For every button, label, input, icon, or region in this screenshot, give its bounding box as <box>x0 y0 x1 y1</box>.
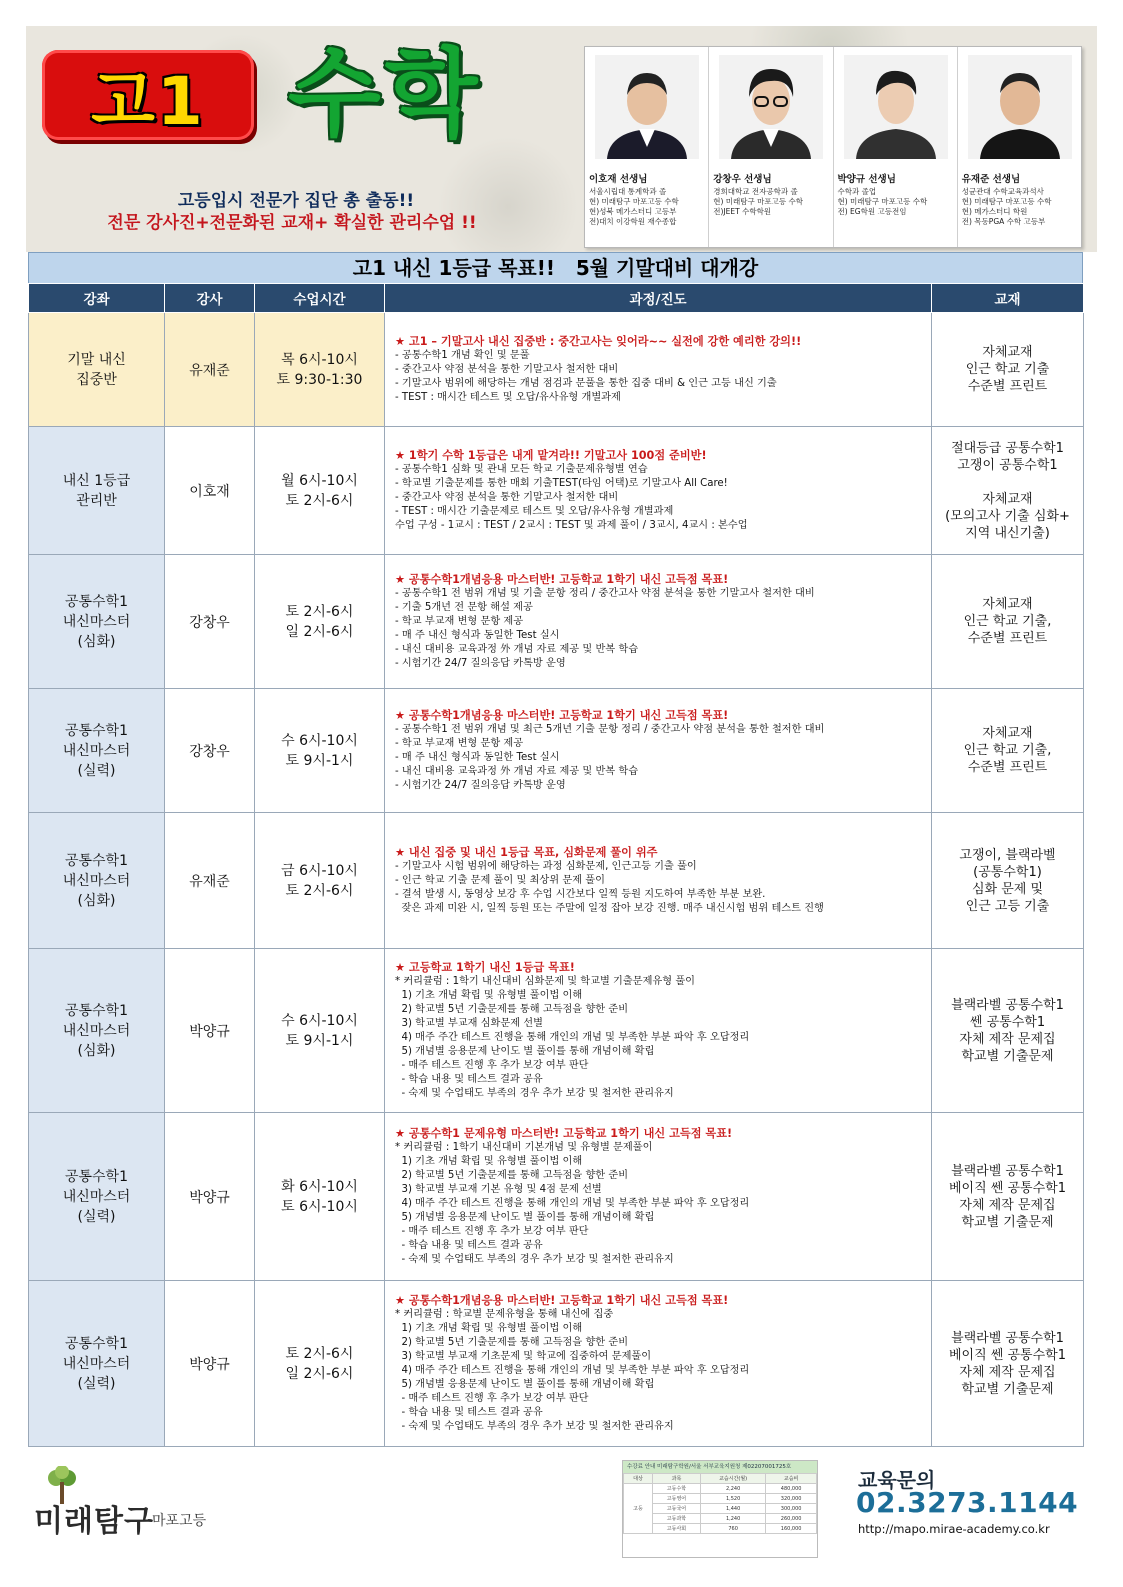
curriculum-line: - 결석 발생 시, 동영상 보강 후 수업 시간보다 일찍 등원 지도하여 부족한 부분 보완. <box>395 889 766 900</box>
course-name-cell: 공통수학1 내신마스터 (실력) <box>29 1281 165 1447</box>
course-name-cell: 공통수학1 내신마스터 (실력) <box>29 689 165 813</box>
teacher-career: 서울시립대 통계학과 졸 현) 미래탐구 마포고등 수학 현)성북 메가스터디 고등부 전)대치 이강학원 재수종합 <box>589 187 679 226</box>
fee-cell: 고등영어 <box>652 1494 700 1504</box>
curriculum-cell <box>385 555 932 689</box>
curriculum-title: ★ 고1 – 기말고사 내신 집중반 : 중간고사는 잊어라~~ 실전에 강한 예리한 강의!! <box>395 335 802 348</box>
curriculum-line: - 매주 테스트 진행 후 추가 보강 여부 판단 <box>395 1393 589 1404</box>
curriculum-cell <box>385 313 932 427</box>
table-row <box>29 689 1084 813</box>
curriculum-line: - 매주 테스트 진행 후 추가 보강 여부 판단 <box>395 1226 589 1237</box>
textbook-cell: 블랙라벨 공통수학1 베이직 쎈 공통수학1 자체 제작 문제집 학교별 기출문제 <box>932 1113 1084 1281</box>
curriculum-line: - 숙제 및 수업태도 부족의 경우 추가 보강 및 철저한 관리유지 <box>395 1088 674 1099</box>
fee-row <box>624 1514 817 1524</box>
curriculum-line: - 중간고사 약점 분석을 통한 기말고사 철저한 대비 <box>395 492 619 503</box>
fee-cell: 320,000 <box>766 1494 817 1504</box>
course-name-cell: 기말 내신 집중반 <box>29 313 165 427</box>
curriculum-line: - 공통수학1 전 범위 개념 및 최근 5개년 기출 문항 정리 / 중간고사 약점 분석을 통한 철저한 대비 <box>395 724 825 735</box>
curriculum-line: 1) 기초 개념 확립 및 유형별 풀이법 이해 <box>395 1323 583 1334</box>
curriculum-line: - 내신 대비용 교육과정 外 개념 자료 제공 및 반복 학습 <box>395 766 639 777</box>
teacher-cell: 박양규 <box>165 1281 255 1447</box>
fee-cell: 고등국어 <box>652 1504 700 1514</box>
teacher-career: 성균관대 수학교육과석사 현) 미래탐구 마포고등 수학 현) 메가스터디 학원 전) 목동PGA 수학 고등부 <box>961 187 1052 226</box>
class-time-cell: 목 6시-10시 토 9:30-1:30 <box>255 313 385 427</box>
curriculum-line: 3) 학교별 부교재 심화문제 선별 <box>395 1018 543 1029</box>
fee-cell: 1,440 <box>700 1504 765 1514</box>
textbook-cell: 절대등급 공통수학1 고쟁이 공통수학1 자체교재 (모의고사 기출 심화+ 지역 내신기출) <box>932 427 1084 555</box>
curriculum-line: 2) 학교별 5년 기출문제를 통해 고득점을 향한 준비 <box>395 1170 629 1181</box>
fee-cell: 고등수학 <box>652 1484 700 1494</box>
grade-label: 고1 <box>91 62 205 140</box>
fee-row <box>624 1494 817 1504</box>
curriculum-line: - 공통수학1 개념 확인 및 문풀 <box>395 350 530 361</box>
teacher-name: 이호재 선생님 <box>589 174 648 185</box>
contact-phone[interactable]: 02.3273.1144 <box>856 1486 1079 1519</box>
course-name-cell: 공통수학1 내신마스터 (심화) <box>29 813 165 949</box>
teacher-cell: 유재준 <box>165 313 255 427</box>
textbook-cell: 고쟁이, 블랙라벨 (공통수학1) 심화 문제 및 인근 고등 기출 <box>932 813 1084 949</box>
class-time-cell: 월 6시-10시 토 2시-6시 <box>255 427 385 555</box>
teacher-cell: 박양규 <box>165 1113 255 1281</box>
teacher-name: 강창우 선생님 <box>713 174 772 185</box>
class-time-cell: 금 6시-10시 토 2시-6시 <box>255 813 385 949</box>
table-row <box>29 313 1084 427</box>
fee-cell: 260,000 <box>766 1514 817 1524</box>
curriculum-line: - 중간고사 약점 분석을 통한 기말고사 철저한 대비 <box>395 364 619 375</box>
curriculum-line: - 학교 부교재 변형 문항 제공 <box>395 616 524 627</box>
column-header-course: 강좌 <box>29 284 165 313</box>
curriculum-line: - 공통수학1 심화 및 관내 모든 학교 기출문제유형별 연습 <box>395 464 648 475</box>
course-name-cell: 공통수학1 내신마스터 (심화) <box>29 555 165 689</box>
class-time-cell: 토 2시-6시 일 2시-6시 <box>255 555 385 689</box>
teacher-cell: 강창우 <box>165 689 255 813</box>
contact-url[interactable]: http://mapo.mirae-academy.co.kr <box>858 1522 1050 1536</box>
curriculum-line: 4) 매주 주간 테스트 진행을 통해 개인의 개념 및 부족한 부분 파악 후 오답정리 <box>395 1365 750 1376</box>
fee-cell: 1,240 <box>700 1514 765 1524</box>
curriculum-line: - 학교별 기출문제를 통한 매회 기출TEST(타임 어택)로 기말고사 All Care! <box>395 478 728 489</box>
curriculum-line: - TEST : 매시간 테스트 및 오답/유사유형 개별과제 <box>395 392 621 403</box>
logo-wordmark: 미래탐구 <box>34 1504 154 1539</box>
curriculum-cell <box>385 427 932 555</box>
curriculum-title: ★ 공통수학1개념응용 마스터반! 고등학교 1학기 내신 고득점 목표! <box>395 573 729 586</box>
teacher-name: 유재준 선생님 <box>961 174 1021 185</box>
curriculum-title: ★ 공통수학1 문제유형 마스터반! 고등학교 1학기 내신 고득점 목표! <box>395 1127 733 1140</box>
tuition-fee-table <box>622 1460 818 1558</box>
teacher-career: 수학과 졸업 현) 미래탐구 마포고등 수학 전) EG학원 고등전임 <box>837 187 928 216</box>
curriculum-line: - 매 주 내신 형식과 동일한 Test 실시 <box>395 752 560 763</box>
curriculum-line: - 숙제 및 수업태도 부족의 경우 추가 보강 및 철저한 관리유지 <box>395 1254 674 1265</box>
grade-badge <box>42 50 254 140</box>
curriculum-line: 1) 기초 개념 확립 및 유형별 풀이법 이해 <box>395 1156 583 1167</box>
teacher-cell: 강창우 <box>165 555 255 689</box>
course-name-cell: 내신 1등급 관리반 <box>29 427 165 555</box>
teacher-cell: 박양규 <box>165 949 255 1113</box>
curriculum-title: ★ 공통수학1개념응용 마스터반! 고등학교 1학기 내신 고득점 목표! <box>395 709 729 722</box>
schedule-table <box>28 283 1084 1447</box>
curriculum-line: 5) 개념별 응용문제 난이도 별 풀이를 통해 개념이해 확립 <box>395 1046 655 1057</box>
curriculum-line: - TEST : 매시간 기출문제로 테스트 및 오답/유사유형 개별과제 <box>395 506 674 517</box>
table-row <box>29 813 1084 949</box>
table-row <box>29 1281 1084 1447</box>
curriculum-title: ★ 고등학교 1학기 내신 1등급 목표! <box>395 961 575 974</box>
curriculum-line: - 시험기간 24/7 질의응답 카톡방 운영 <box>395 658 566 669</box>
curriculum-line: - 학습 내용 및 테스트 결과 공유 <box>395 1407 543 1418</box>
curriculum-title: ★ 공통수학1개념응용 마스터반! 고등학교 1학기 내신 고득점 목표! <box>395 1294 729 1307</box>
tagline-primary: 고등입시 전문가 집단 총 출동!! <box>177 191 415 211</box>
tagline-secondary: 전문 강사진+전문화된 교재+ 확실한 관리수업 !! <box>107 213 477 233</box>
teacher-photo <box>595 55 699 159</box>
fee-cell: 고등사회 <box>652 1524 700 1534</box>
fee-row <box>624 1504 817 1514</box>
textbook-cell: 자체교재 인근 학교 기출, 수준별 프린트 <box>932 555 1084 689</box>
fee-table-title: 수강료 안내 미래탐구학원/서울 서부교육지원청 제02207001725호 <box>623 1461 817 1473</box>
fee-header: 과목 <box>652 1474 700 1484</box>
table-row <box>29 1113 1084 1281</box>
fee-target-cell: 고등 <box>624 1484 653 1534</box>
curriculum-line: - 학습 내용 및 테스트 결과 공유 <box>395 1074 543 1085</box>
textbook-cell: 자체교재 인근 학교 기출, 수준별 프린트 <box>932 689 1084 813</box>
teacher-name: 박양규 선생님 <box>837 174 896 185</box>
curriculum-line: - 매주 테스트 진행 후 추가 보강 여부 판단 <box>395 1060 589 1071</box>
fee-row <box>624 1484 817 1494</box>
teacher-cell: 이호재 <box>165 427 255 555</box>
table-row <box>29 555 1084 689</box>
curriculum-line: - 학습 내용 및 테스트 결과 공유 <box>395 1240 543 1251</box>
fee-cell: 고등과학 <box>652 1514 700 1524</box>
fee-header: 대상 <box>624 1474 653 1484</box>
curriculum-line: 잦은 과제 미완 시, 일찍 등원 또는 주말에 일정 잡아 보강 진행. 매주 내신시험 범위 테스트 진행 <box>395 903 824 914</box>
class-time-cell: 토 2시-6시 일 2시-6시 <box>255 1281 385 1447</box>
header-banner <box>26 26 1097 252</box>
curriculum-line: 2) 학교별 5년 기출문제를 통해 고득점을 향한 준비 <box>395 1337 629 1348</box>
fee-header: 교습비 <box>766 1474 817 1484</box>
fee-cell: 2,240 <box>700 1484 765 1494</box>
fee-row <box>624 1524 817 1534</box>
curriculum-line: - 인근 학교 기출 문제 풀이 및 최상위 문제 풀이 <box>395 875 605 886</box>
textbook-cell: 블랙라벨 공통수학1 베이직 쎈 공통수학1 자체 제작 문제집 학교별 기출문제 <box>932 1281 1084 1447</box>
column-header-textbook: 교재 <box>932 284 1084 313</box>
table-row <box>29 427 1084 555</box>
curriculum-cell <box>385 949 932 1113</box>
table-row <box>29 949 1084 1113</box>
fee-header: 교습시간(월) <box>700 1474 765 1484</box>
column-header-content: 과정/진도 <box>385 284 932 313</box>
teacher-panel <box>584 46 1082 248</box>
column-header-time: 수업시간 <box>255 284 385 313</box>
fee-cell: 160,000 <box>766 1524 817 1534</box>
logo-branch: 마포고등 <box>152 1513 207 1529</box>
fee-cell: 300,000 <box>766 1504 817 1514</box>
class-time-cell: 수 6시-10시 토 9시-1시 <box>255 689 385 813</box>
curriculum-line: - 기말고사 범위에 해당하는 개념 점검과 문풀을 통한 집중 대비 & 인근 고등 내신 기출 <box>395 378 777 389</box>
subject-title: 수학 <box>288 38 482 150</box>
course-name-cell: 공통수학1 내신마스터 (심화) <box>29 949 165 1113</box>
teacher-card <box>834 47 958 247</box>
curriculum-line: 4) 매주 주간 테스트 진행을 통해 개인의 개념 및 부족한 부분 파악 후 오답정리 <box>395 1198 750 1209</box>
teacher-photo <box>968 55 1072 159</box>
teacher-card <box>585 47 709 247</box>
curriculum-title: ★ 내신 집중 및 내신 1등급 목표, 심화문제 풀이 위주 <box>395 846 658 859</box>
curriculum-cell <box>385 1113 932 1281</box>
textbook-cell: 블랙라벨 공통수학1 쎈 공통수학1 자체 제작 문제집 학교별 기출문제 <box>932 949 1084 1113</box>
curriculum-line: - 내신 대비용 교육과정 外 개념 자료 제공 및 반복 학습 <box>395 644 639 655</box>
fee-cell: 480,000 <box>766 1484 817 1494</box>
fee-cell: 1,520 <box>700 1494 765 1504</box>
table-header-row <box>29 284 1084 313</box>
column-header-teacher: 강사 <box>165 284 255 313</box>
teacher-card <box>958 47 1081 247</box>
curriculum-title: ★ 1학기 수학 1등급은 내게 맡겨라!! 기말고사 100점 준비반! <box>395 449 707 462</box>
curriculum-line: 5) 개념별 응용문제 난이도 별 풀이를 통해 개념이해 확립 <box>395 1212 655 1223</box>
curriculum-line: 1) 기초 개념 확립 및 유형별 풀이법 이해 <box>395 990 583 1001</box>
curriculum-line: 3) 학교별 부교재 기본 유형 및 4점 문제 선별 <box>395 1184 602 1195</box>
curriculum-line: - 학교 부교재 변형 문항 제공 <box>395 738 524 749</box>
teacher-cell: 유재준 <box>165 813 255 949</box>
contact-label: 교육문의 <box>858 1468 936 1492</box>
curriculum-line: - 시험기간 24/7 질의응답 카톡방 운영 <box>395 780 566 791</box>
curriculum-line: * 커리큘럼 : 1학기 내신대비 기본개념 및 유형별 문제풀이 <box>395 1142 653 1153</box>
curriculum-line: * 커리큘럼 : 학교별 문제유형을 통해 내신에 집중 <box>395 1309 614 1320</box>
course-name-cell: 공통수학1 내신마스터 (실력) <box>29 1113 165 1281</box>
textbook-cell: 자체교재 인근 학교 기출 수준별 프린트 <box>932 313 1084 427</box>
curriculum-line: - 기출 5개년 전 문항 해설 제공 <box>395 602 533 613</box>
curriculum-line: - 매 주 내신 형식과 동일한 Test 실시 <box>395 630 560 641</box>
teacher-career: 경희대학교 전자공학과 졸 현) 미래탐구 마포고등 수학 전)JEET 수학학원 <box>713 187 804 216</box>
curriculum-cell <box>385 689 932 813</box>
teacher-photo <box>719 55 823 159</box>
curriculum-line: * 커리큘럼 : 1학기 내신대비 심화문제 및 학교별 기출문제유형 풀이 <box>395 976 696 987</box>
curriculum-line: 5) 개념별 응용문제 난이도 별 풀이를 통해 개념이해 확립 <box>395 1379 655 1390</box>
curriculum-line: - 공통수학1 전 범위 개념 및 기출 문항 정리 / 중간고사 약점 분석을 통한 기말고사 철저한 대비 <box>395 588 815 599</box>
curriculum-cell <box>385 813 932 949</box>
curriculum-line: 3) 학교별 부교재 기초문제 및 학교에 집중하여 문제풀이 <box>395 1351 652 1362</box>
curriculum-line: 4) 매주 주간 테스트 진행을 통해 개인의 개념 및 부족한 부분 파악 후 오답정리 <box>395 1032 750 1043</box>
teacher-photo <box>844 55 948 159</box>
class-time-cell: 수 6시-10시 토 9시-1시 <box>255 949 385 1113</box>
curriculum-cell <box>385 1281 932 1447</box>
curriculum-line: 2) 학교별 5년 기출문제를 통해 고득점을 향한 준비 <box>395 1004 629 1015</box>
teacher-card <box>709 47 833 247</box>
curriculum-line: - 숙제 및 수업태도 부족의 경우 추가 보강 및 철저한 관리유지 <box>395 1421 674 1432</box>
fee-cell: 760 <box>700 1524 765 1534</box>
academy-logo <box>34 1466 234 1539</box>
class-time-cell: 화 6시-10시 토 6시-10시 <box>255 1113 385 1281</box>
curriculum-line: 수업 구성 - 1교시 : TEST / 2교시 : TEST 및 과제 풀이 / 3교시, 4교시 : 본수업 <box>395 520 748 531</box>
curriculum-line: - 기말고사 시험 범위에 해당하는 과정 심화문제, 인근고등 기출 풀이 <box>395 861 697 872</box>
schedule-title: 고1 내신 1등급 목표!! 5월 기말대비 대개강 <box>28 252 1083 284</box>
